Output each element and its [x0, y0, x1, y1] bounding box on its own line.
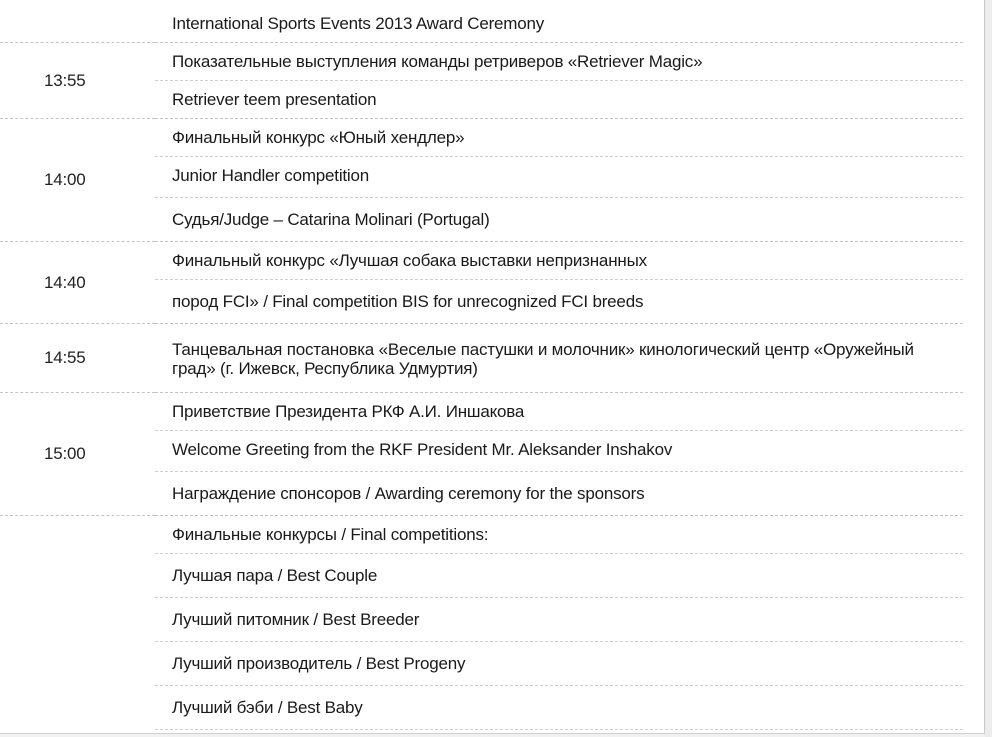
- event-item: Финальный конкурс «Лучшая собака выставки непризнанных: [155, 242, 963, 280]
- event-item: Показательные выступления команды ретриверов «Retriever Magic»: [155, 43, 963, 81]
- event-item: Junior Handler competition: [155, 157, 963, 198]
- event-item: Retriever teem presentation: [172, 90, 377, 109]
- schedule-row: [0, 43, 963, 119]
- events-cell: [155, 0, 963, 43]
- bottom-edge: [0, 733, 985, 737]
- event-item: Финальный конкурс «Юный хендлер»: [155, 119, 963, 157]
- events-cell: [155, 242, 963, 324]
- event-item: Судья/Judge – Catarina Molinari (Portugal): [172, 210, 490, 229]
- time-cell: 15:00: [0, 393, 155, 516]
- events-cell: [155, 516, 963, 731]
- time-cell: 14:40: [0, 242, 155, 324]
- time-cell: [0, 516, 155, 731]
- event-item: Лучший производитель / Best Progeny: [155, 642, 963, 686]
- event-item: пород FCI» / Final competition BIS for unrecognized FCI breeds: [172, 292, 644, 311]
- schedule-row: [0, 119, 963, 242]
- schedule-row: [0, 242, 963, 324]
- event-item: Welcome Greeting from the RKF President Mr. Aleksander Inshakov: [155, 431, 963, 472]
- time-cell: 13:55: [0, 43, 155, 119]
- event-item: Лучший питомник / Best Breeder: [155, 598, 963, 642]
- events-cell: [155, 119, 963, 242]
- event-item: Приветствие Президента РКФ А.И. Иншакова: [155, 393, 963, 431]
- schedule-row: [0, 0, 963, 43]
- event-item: Финальные конкурсы / Final competitions:: [155, 516, 963, 554]
- time-cell: [0, 0, 155, 43]
- events-cell: [155, 393, 963, 516]
- time-cell: 14:00: [0, 119, 155, 242]
- schedule-row: [0, 324, 963, 393]
- events-cell: [155, 43, 963, 119]
- schedule-row: [0, 516, 963, 731]
- event-item: Танцевальная постановка «Веселые пастушки и молочник» кинологический центр «Оружейный град» (г. Ижевск, Республика Удмуртия): [172, 340, 914, 378]
- events-cell: [155, 324, 963, 393]
- scrollbar-track[interactable]: [985, 0, 992, 737]
- event-item: Лучший бэби / Best Baby: [155, 686, 963, 730]
- event-item: Награждение спонсоров / Awarding ceremony for the sponsors: [172, 484, 645, 503]
- schedule-row: [0, 393, 963, 516]
- event-item: International Sports Events 2013 Award Ceremony: [172, 14, 545, 33]
- event-item: Лучшая пара / Best Couple: [155, 554, 963, 598]
- time-cell: 14:55: [0, 324, 155, 393]
